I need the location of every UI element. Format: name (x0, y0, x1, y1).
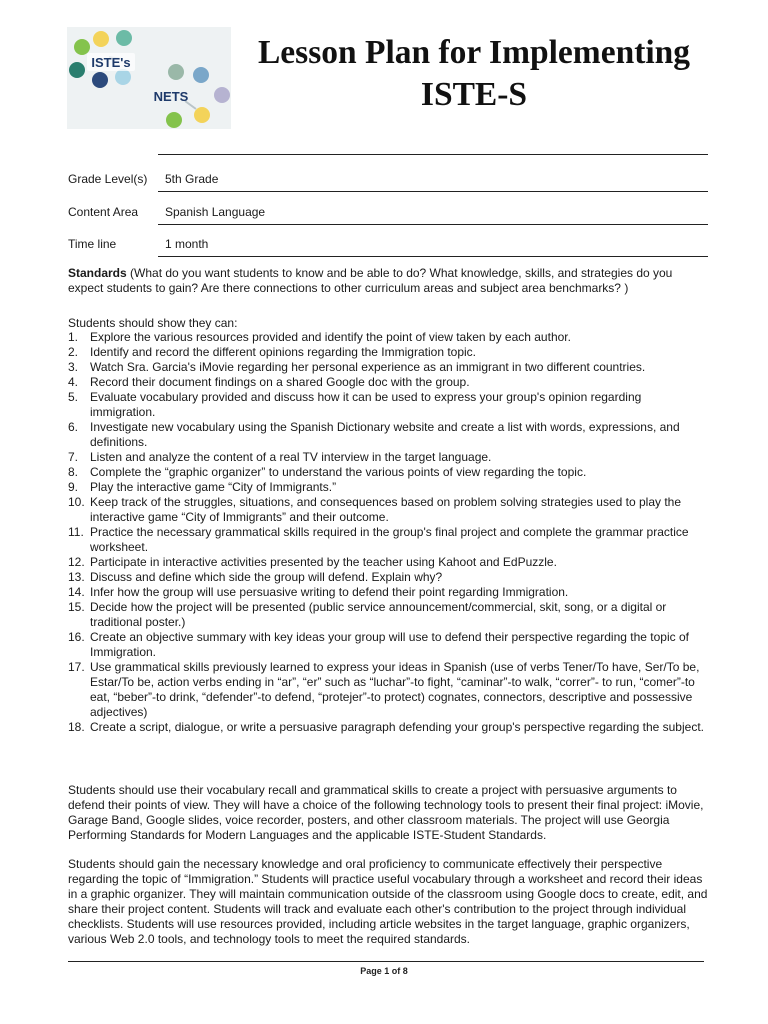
content-area-value: Spanish Language (158, 205, 708, 225)
content-area-row (68, 205, 708, 225)
standard-number: 5. (68, 390, 79, 404)
standard-number: 17. (68, 660, 85, 674)
standard-item-16 (68, 630, 708, 660)
standard-item-1 (68, 330, 708, 345)
standard-text: Listen and analyze the content of a real TV interview in the target language. (90, 450, 492, 464)
standard-number: 4. (68, 375, 79, 389)
logo-graphic (67, 27, 231, 129)
logo-iste-text: ISTE's (91, 55, 131, 70)
standard-text: Discuss and define which side the group will defend. Explain why? (90, 570, 443, 584)
standard-item-13 (68, 570, 708, 585)
standard-number: 15. (68, 600, 85, 614)
standard-number: 8. (68, 465, 79, 479)
standard-number: 1. (68, 330, 79, 344)
standards-question: (What do you want students to know and be able to do? What knowledge, skills, and strategies do you expect students to gain? Are there connections to other curriculum areas and subject area benchmarks? ) (68, 266, 673, 295)
title-line-1: Lesson Plan for Implementing (257, 34, 691, 71)
standard-item-9 (68, 480, 708, 495)
header-rule (158, 154, 708, 155)
standard-text: Keep track of the struggles, situations, and consequences based on problem solving strategies used to play the interactive game “City of Immigrants” and their outcome. (90, 495, 682, 524)
standard-item-3 (68, 360, 708, 375)
title-line-2: ISTE-S (420, 76, 528, 113)
standard-text: Investigate new vocabulary using the Spanish Dictionary website and create a list with words, expressions, and definitions. (90, 420, 680, 449)
standard-text: Record their document findings on a shared Google doc with the group. (90, 375, 470, 389)
standard-item-5 (68, 390, 708, 420)
standard-item-17 (68, 660, 708, 720)
page-title (232, 32, 716, 116)
time-line-row (68, 237, 708, 257)
logo-dot (193, 67, 209, 83)
page-number: Page 1 of 8 (360, 966, 408, 976)
logo-dot (116, 30, 132, 46)
standard-text: Infer how the group will use persuasive writing to defend their point regarding Immigration. (90, 585, 569, 599)
grade-level-label: Grade Level(s) (68, 172, 148, 186)
standard-number: 3. (68, 360, 79, 374)
standard-item-2 (68, 345, 708, 360)
standard-number: 7. (68, 450, 79, 464)
standard-text: Explore the various resources provided and identify the point of view taken by each author. (90, 330, 571, 344)
standard-number: 13. (68, 570, 85, 584)
standard-text: Identify and record the different opinions regarding the Immigration topic. (90, 345, 477, 359)
iste-nets-logo (67, 27, 231, 129)
logo-dot (69, 62, 85, 78)
standard-number: 18. (68, 720, 85, 734)
standard-text: Use grammatical skills previously learned to express your ideas in Spanish (use of verbs Tener/To have, Ser/To be, Estar/To be, action verbs ending in “ar”, “er” such as “luchar”-to fight, “caminar”-to walk, “correr”- to run, “comer”-to eat, “beber”-to drink, “defender”-to defend, “protejer”-to protect) cognates, connectors, descriptive and possessive adjectives) (90, 660, 700, 719)
logo-dot (166, 112, 182, 128)
standard-text: Decide how the project will be presented (public service announcement/commercial, skit, song, or a digital or traditional poster.) (90, 600, 667, 629)
footer-rule (68, 961, 704, 962)
logo-dot (115, 69, 131, 85)
standard-item-18 (68, 720, 708, 735)
standard-item-12 (68, 555, 708, 570)
communication-paragraph: Students should gain the necessary knowledge and oral proficiency to communicate effectively their perspective regarding the topic of “Immigration.” Students will practice useful vocabulary through a worksheet and record their ideas in a graphic organizer. They will maintain communication outside of the classroom using Google docs to create, edit, and share their project content. Students will track and evaluate each other's contribution to the project through individual checklists. Students will use resources provided, including article websites in the target language, graphic organizers, various Web 2.0 tools, and technology tools to meet the required standards. (68, 857, 708, 946)
standard-item-11 (68, 525, 708, 555)
standards-intro: Students should show they can: (68, 316, 238, 330)
standard-number: 10. (68, 495, 85, 509)
standard-item-8 (68, 465, 708, 480)
standard-text: Create a script, dialogue, or write a persuasive paragraph defending your group's perspective regarding the subject. (90, 720, 704, 734)
standard-item-4 (68, 375, 708, 390)
standard-number: 9. (68, 480, 79, 494)
standard-text: Evaluate vocabulary provided and discuss how it can be used to express your group's opinion regarding immigration. (90, 390, 642, 419)
standard-text: Participate in interactive activities presented by the teacher using Kahoot and EdPuzzle. (90, 555, 557, 569)
standard-number: 6. (68, 420, 79, 434)
standard-text: Create an objective summary with key ideas your group will use to defend their perspective regarding the topic of Immigration. (90, 630, 689, 659)
logo-dot (194, 107, 210, 123)
standard-number: 14. (68, 585, 85, 599)
time-line-value: 1 month (158, 237, 708, 257)
standard-text: Play the interactive game “City of Immigrants.” (90, 480, 337, 494)
standard-text: Watch Sra. Garcia's iMovie regarding her personal experience as an immigrant in two different countries. (90, 360, 646, 374)
grade-level-value: 5th Grade (158, 172, 708, 192)
project-paragraph: Students should use their vocabulary recall and grammatical skills to create a project with persuasive arguments to defend their points of view. They will have a choice of the following technology tools to present their final project: iMovie, Garage Band, Google slides, voice recorder, posters, and other classroom materials. The project will use Georgia Performing Standards for Modern Languages and the applicable ISTE-Student Standards. (68, 783, 704, 842)
standard-number: 2. (68, 345, 79, 359)
logo-dot (92, 72, 108, 88)
standards-heading: Standards (68, 266, 127, 280)
standard-text: Complete the “graphic organizer” to understand the various points of view regarding the topic. (90, 465, 587, 479)
logo-dot (93, 31, 109, 47)
standards-list (68, 330, 708, 735)
standard-item-10 (68, 495, 708, 525)
logo-dot (214, 87, 230, 103)
standards-prompt (68, 266, 708, 296)
logo-nets-text: NETS (153, 89, 189, 104)
standard-number: 16. (68, 630, 85, 644)
logo-dot (74, 39, 90, 55)
standard-number: 12. (68, 555, 85, 569)
standard-item-15 (68, 600, 708, 630)
standard-number: 11. (68, 525, 84, 539)
time-line-label: Time line (68, 237, 117, 251)
standard-text: Practice the necessary grammatical skills required in the group's final project and complete the grammar practice worksheet. (90, 525, 689, 554)
grade-level-row (68, 172, 708, 192)
content-area-label: Content Area (68, 205, 139, 219)
standard-item-14 (68, 585, 708, 600)
standard-item-7 (68, 450, 708, 465)
standard-item-6 (68, 420, 708, 450)
logo-dot (168, 64, 184, 80)
